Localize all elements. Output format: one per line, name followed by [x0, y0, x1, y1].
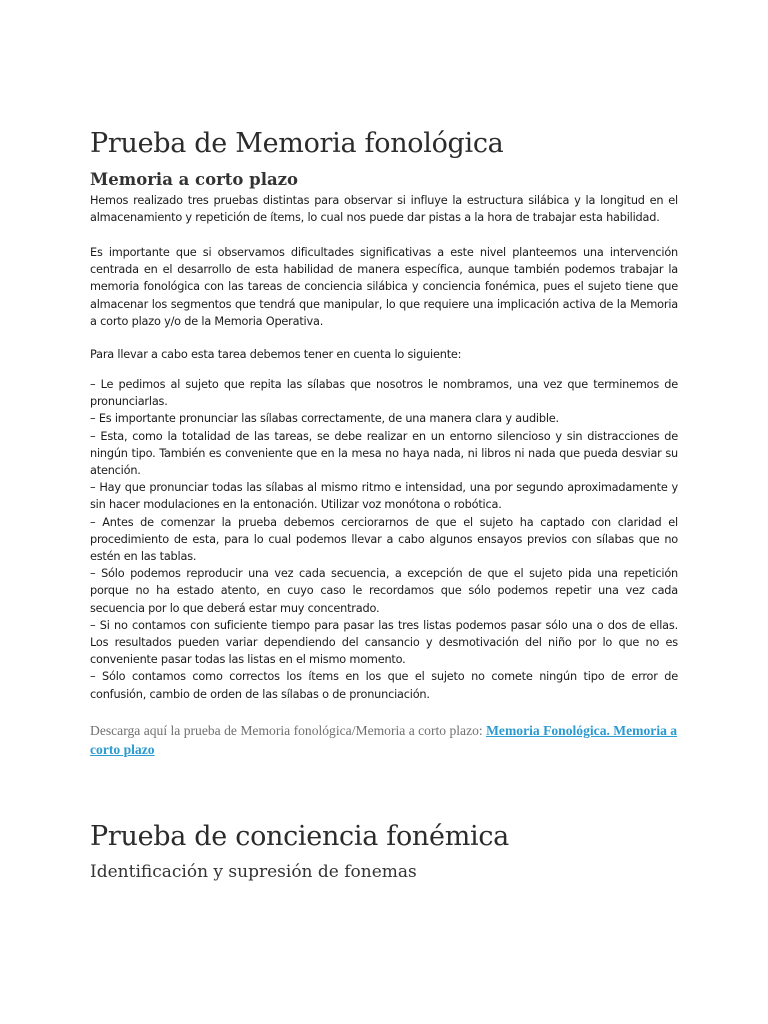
paragraph-intervention: Es importante que si observamos dificultades significativas a este nivel planteemos una intervención centrada en el desarrollo de esta habilidad de manera específica, aunque también podemos trabajar la memoria fonológica con las tareas de conciencia silábica y conciencia fonémica, pues el sujeto tiene que almacenar los segmentos que tendrá que manipular, lo que requiere una implicación activa de la Memoria a corto plazo y/o de la Memoria Operativa.: [90, 246, 678, 328]
list-item: – Sólo podemos reproducir una vez cada secuencia, a excepción de que el sujeto pida una repetición porque no ha estado atento, en cuyo caso le recordamos que sólo podemos repetir una vez cada secuencia por lo que deberá estar muy concentrado.: [90, 567, 678, 615]
list-item: – Le pedimos al sujeto que repita las sílabas que nosotros le nombramos, una vez que terminemos de pronunciarlas.: [90, 378, 678, 409]
download-link[interactable]: Memoria Fonológica. Memoria a corto plazo: [90, 723, 678, 757]
section-title: Prueba de conciencia fonémica: [90, 821, 509, 852]
paragraph-intro: Hemos realizado tres pruebas distintas para observar si influye la estructura silábica y la longitud en el almacenamiento y repetición de ítems, lo cual nos puede dar pistas a la hora de trabajar esta habilidad.: [90, 194, 678, 225]
download-note: [90, 721, 678, 759]
list-item: – Sólo contamos como correctos los ítems en los que el sujeto no comete ningún tipo de error de confusión, cambio de orden de las sílabas o de pronunciación.: [90, 670, 678, 701]
instructions-list: [90, 376, 678, 703]
section-subtitle: Memoria a corto plazo: [90, 170, 299, 189]
list-item: – Antes de comenzar la prueba debemos cerciorarnos de que el sujeto ha captado con claridad el procedimiento de esta, para lo cual podemos llevar a cabo algunos ensayos previos con sílabas que no estén en las tablas.: [90, 515, 678, 564]
page-title: Prueba de Memoria fonológica: [90, 128, 504, 159]
list-item: – Esta, como la totalidad de las tareas, se debe realizar en un entorno silencioso y sin distracciones de ningún tipo. También es conveniente que en la mesa no haya nada, ni libros ni nada que pueda desviar su atención.: [90, 429, 678, 478]
section-subtitle-2: Identificación y supresión de fonemas: [90, 862, 417, 882]
download-text: Descarga aquí la prueba de Memoria fonológica/Memoria a corto plazo:: [90, 723, 487, 738]
list-intro: Para llevar a cabo esta tarea debemos tener en cuenta lo siguiente:: [90, 348, 462, 361]
list-item: – Si no contamos con suficiente tiempo para pasar las tres listas podemos pasar sólo una o dos de ellas. Los resultados pueden variar dependiendo del cansancio y desmotivación del niño por lo que no es conveniente pasar todas las listas en el mismo momento.: [90, 618, 678, 667]
list-item: – Hay que pronunciar todas las sílabas al mismo ritmo e intensidad, una por segundo aproximadamente y sin hacer modulaciones en la entonación. Utilizar voz monótona o robótica.: [90, 481, 678, 512]
list-item: – Es importante pronunciar las sílabas correctamente, de una manera clara y audible.: [90, 412, 559, 426]
